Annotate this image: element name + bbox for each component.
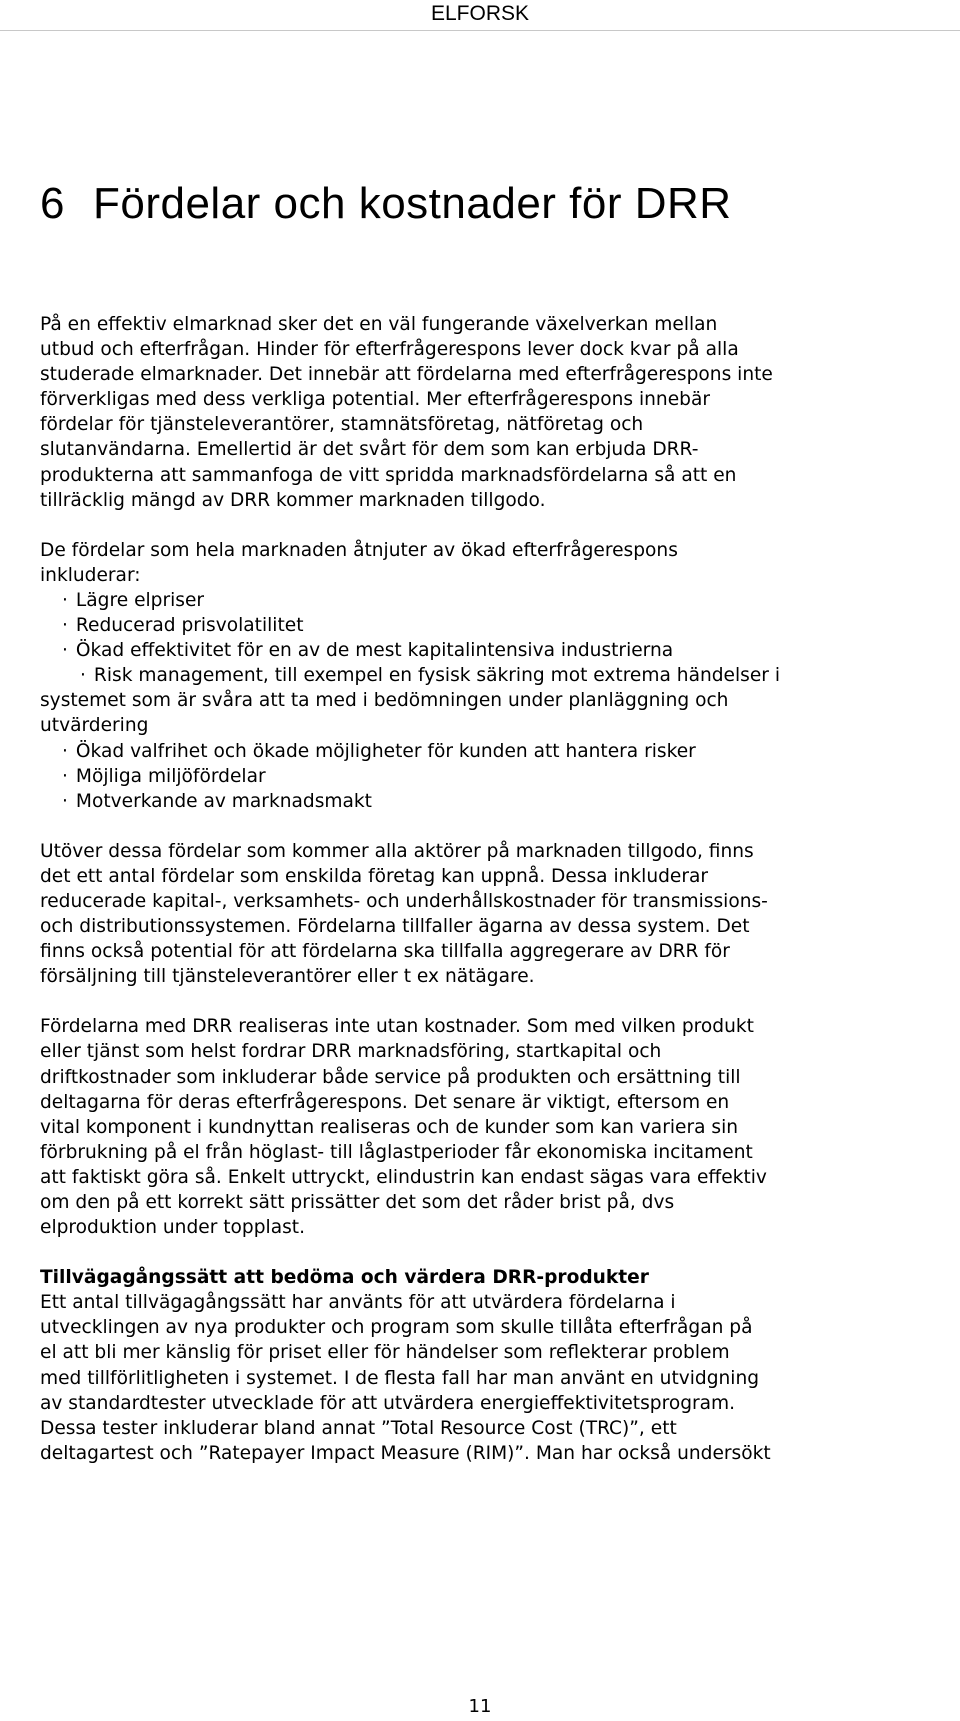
header-title: ELFORSK xyxy=(430,2,530,25)
text-line: försäljning till tjänsteleverantörer eller t ex nätägare. xyxy=(40,966,535,988)
subsection xyxy=(40,1265,920,1466)
paragraph-company-benefits xyxy=(40,839,920,990)
list-item: · Lägre elpriser xyxy=(40,588,920,613)
text-line: driftkostnader som inkluderar både service på produkten och ersättning till xyxy=(40,1066,741,1088)
text-line: av standardtester utvecklade för att utvärdera energieffektivitetsprogram. xyxy=(40,1392,736,1414)
section-title-text: Fördelar och kostnader för DRR xyxy=(92,179,732,228)
text-line: finns också potential för att fördelarna ska tillfalla aggregerare av DRR för xyxy=(40,941,730,963)
running-header xyxy=(0,0,960,31)
text-line: reducerade kapital-, verksamhets- och underhållskostnader för transmissions- xyxy=(40,890,768,912)
text-line: utvärdering xyxy=(40,715,149,737)
paragraph-intro xyxy=(40,312,920,513)
page-footer xyxy=(0,1696,960,1718)
benefits-block xyxy=(40,538,920,814)
text-line: utbud och efterfrågan. Hinder för efterfrågerespons lever dock kvar på alla xyxy=(40,339,739,361)
text-line: inkluderar: xyxy=(40,564,141,586)
text-line: De fördelar som hela marknaden åtnjuter av ökad efterfrågerespons xyxy=(40,539,678,561)
text-line: slutanvändarna. Emellertid är det svårt för dem som kan erbjuda DRR- xyxy=(40,439,699,461)
text-line: eller tjänst som helst fordrar DRR marknadsföring, startkapital och xyxy=(40,1041,662,1063)
section-number: 6 xyxy=(40,179,65,228)
text-line: och distributionssystemen. Fördelarna tillfaller ägarna av dessa system. Det xyxy=(40,916,750,938)
text-line: På en effektiv elmarknad sker det en väl fungerande växelverkan mellan xyxy=(40,314,718,335)
list-item: · Ökad valfrihet och ökade möjligheter för kunden att hantera risker xyxy=(40,739,920,764)
text-line: deltagarna för deras efterfrågerespons. Det senare är viktigt, eftersom en xyxy=(40,1091,730,1113)
text-line: elproduktion under topplast. xyxy=(40,1217,305,1239)
text-line: med tillförlitligheten i systemet. I de flesta fall har man använt en utvidgning xyxy=(40,1367,760,1389)
text-line: förverkligas med dess verkliga potential. Mer efterfrågerespons innebär xyxy=(40,389,711,411)
document-body xyxy=(40,312,920,1466)
text-line: det ett antal fördelar som enskilda företag kan uppnå. Dessa inkluderar xyxy=(40,865,709,887)
text-line: studerade elmarknader. Det innebär att fördelarna med efterfrågerespons inte xyxy=(40,364,773,386)
text-line: fördelar för tjänsteleverantörer, stamnätsföretag, nätföretag och xyxy=(40,414,644,436)
text-line: systemet som är svåra att ta med i bedömningen under planläggning och xyxy=(40,690,729,712)
text-line: att faktiskt göra så. Enkelt uttryckt, elindustrin kan endast sägas vara effektiv xyxy=(40,1166,767,1188)
text-line: vital komponent i kundnyttan realiseras och de kunder som kan variera sin xyxy=(40,1116,739,1138)
text-line: Dessa tester inkluderar bland annat ”Total Resource Cost (TRC)”, ett xyxy=(40,1417,677,1439)
text-line: Utöver dessa fördelar som kommer alla aktörer på marknaden tillgodo, finns xyxy=(40,840,754,862)
text-line: om den på ett korrekt sätt prissätter det som det råder brist på, dvs xyxy=(40,1192,675,1213)
paragraph-costs xyxy=(40,1014,920,1240)
text-line: förbrukning på el från höglast- till låglastperioder får ekonomiska incitament xyxy=(40,1141,753,1163)
text-line: Ett antal tillvägagångssätt har använts för att utvärdera fördelarna i xyxy=(40,1292,676,1314)
list-item: · Risk management, till exempel en fysisk säkring mot extrema händelser i xyxy=(40,663,920,688)
text-line: tillräcklig mängd av DRR kommer marknaden tillgodo. xyxy=(40,489,546,511)
subsection-heading: Tillvägagångssätt att bedöma och värdera DRR-produkter xyxy=(40,1267,649,1289)
text-line: deltagartest och ”Ratepayer Impact Measure (RIM)”. Man har också undersökt xyxy=(40,1442,771,1464)
text-line: el att bli mer känslig för priset eller för händelser som reflekterar problem xyxy=(40,1342,730,1364)
page-number: 11 xyxy=(468,1696,492,1717)
section-title xyxy=(40,178,732,230)
list-item: · Motverkande av marknadsmakt xyxy=(40,789,920,814)
text-line: produkterna att sammanfoga de vitt spridda marknadsfördelarna så att en xyxy=(40,464,737,486)
text-line: Fördelarna med DRR realiseras inte utan kostnader. Som med vilken produkt xyxy=(40,1016,754,1038)
list-item: · Möjliga miljöfördelar xyxy=(40,764,920,789)
list-item: · Reducerad prisvolatilitet xyxy=(40,613,920,638)
list-item: · Ökad effektivitet för en av de mest kapitalintensiva industrierna xyxy=(40,638,920,663)
text-line: utvecklingen av nya produkter och program som skulle tillåta efterfrågan på xyxy=(40,1317,753,1339)
